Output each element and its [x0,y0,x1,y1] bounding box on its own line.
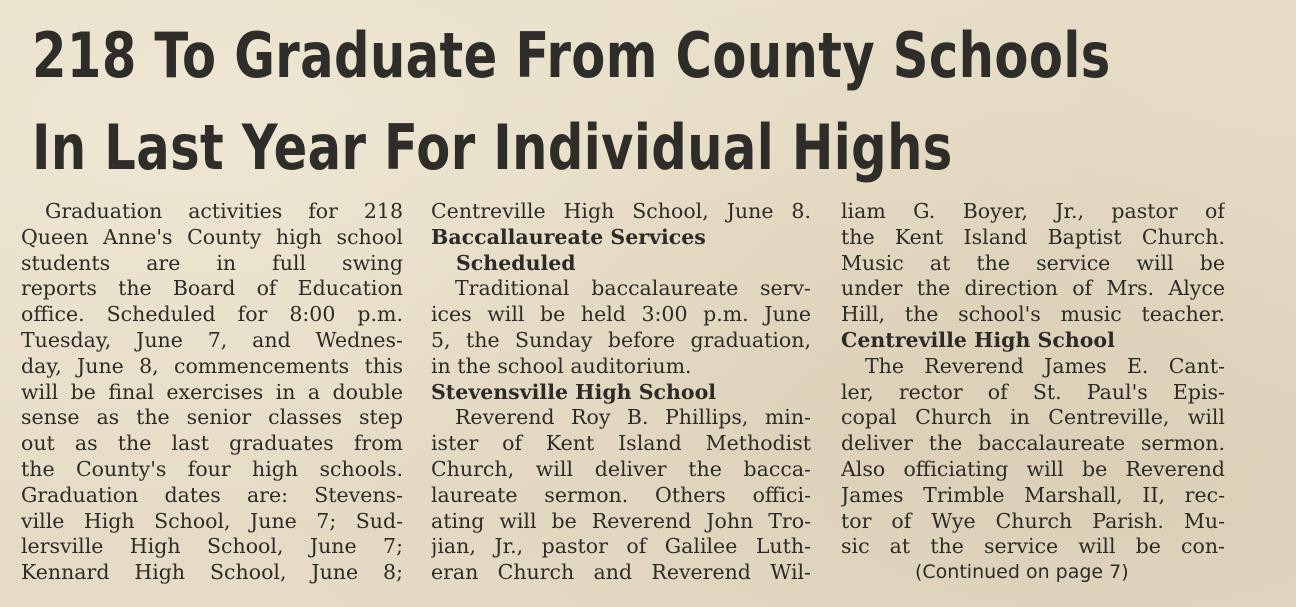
article-line: under the direction of Mrs. Alyce [841,276,1225,301]
article-column-1 [21,199,403,586]
article-line: Also officiating will be Reverend [841,456,1225,481]
subhead-centreville: Centreville High School [841,327,1115,352]
subhead-stevensville: Stevensville High School [431,379,717,404]
article-line: day, June 8, commencements this [21,353,403,378]
article-line: ville High School, June 7; Sud- [21,508,403,533]
article-line: jian, Jr., pastor of Galilee Luth- [431,534,811,559]
article-line: 5, the Sunday before graduation, [431,327,811,352]
article-line: ating will be Reverend John Tro- [431,508,811,533]
article-line: eran Church and Reverend Wil- [431,560,811,585]
article-line: reports the Board of Education [21,276,403,301]
article-line: James Trimble Marshall, II, rec- [841,482,1225,507]
subhead-scheduled: Scheduled [456,250,576,275]
subhead-baccalaureate: Baccallaureate Services [431,224,706,249]
article-line: ices will be held 3:00 p.m. June [431,302,811,327]
article-line: Graduation dates are: Stevens- [21,482,403,507]
article-line: students are in full swing [21,250,403,275]
headline-line-1: 218 To Graduate From County Schools [32,19,1111,92]
article-line: Hill, the school's music teacher. [841,302,1225,327]
article-line: out as the last graduates from [21,431,403,456]
article-line: Reverend Roy B. Phillips, min- [455,405,811,430]
article-column-2 [431,199,811,586]
article-line: will be final exercises in a double [21,379,403,404]
continued-on-page-note: (Continued on page 7) [915,561,1129,584]
headline-line-2: In Last Year For Individual Highs [32,111,953,184]
article-line: liam G. Boyer, Jr., pastor of [841,199,1225,223]
article-line: in the school auditorium. [431,353,692,378]
article-line: deliver the baccalaureate sermon. [841,431,1225,456]
article-line: ister of Kent Island Methodist [431,431,811,456]
article-line: The Reverend James E. Cant- [865,353,1225,378]
article-line: Kennard High School, June 8; [21,560,403,585]
article-line: Queen Anne's County high school [21,224,403,249]
article-line: sense as the senior classes step [21,405,403,430]
article-line: office. Scheduled for 8:00 p.m. [21,302,403,327]
article-line: Tuesday, June 7, and Wednes- [21,327,403,352]
article-line: laureate sermon. Others offici- [431,482,811,507]
article-line: Graduation activities for 218 [45,199,403,223]
article-line: the County's four high schools. [21,456,403,481]
article-line: Church, will deliver the bacca- [431,456,811,481]
article-line: copal Church in Centreville, will [841,405,1225,430]
article-line: lersville High School, June 7; [21,534,403,559]
article-column-3 [841,199,1225,586]
article-line: the Kent Island Baptist Church. [841,224,1225,249]
article-line: tor of Wye Church Parish. Mu- [841,508,1225,533]
article-line: Traditional baccalaureate serv- [455,276,811,301]
article-line: sic at the service will be con- [841,534,1225,559]
article-line: Music at the service will be [841,250,1225,275]
article-line: ler, rector of St. Paul's Epis- [841,379,1225,404]
article-line: Centreville High School, June 8. [431,199,811,223]
